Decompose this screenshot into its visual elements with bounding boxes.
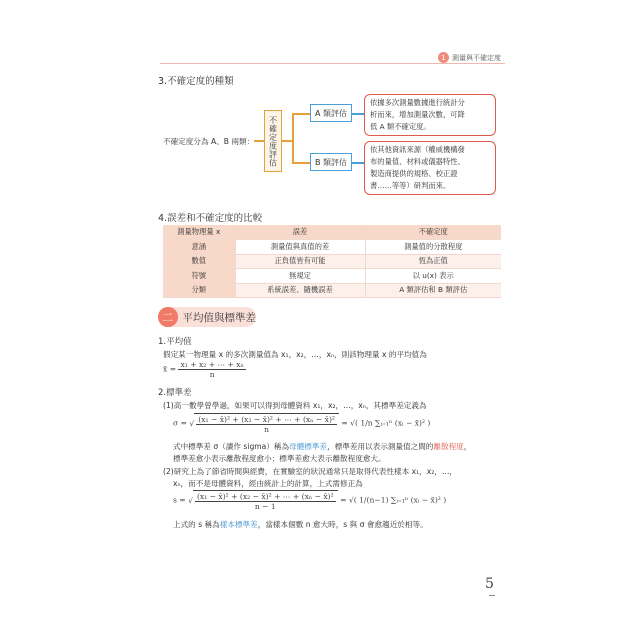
chapter-number-badge: 1 — [438, 52, 449, 63]
std-para2-line3: 上式的 s 稱為樣本標準差，當樣本個數 n 愈大時，s 與 σ 會愈趨近於相等。 — [173, 520, 428, 529]
std-para1-line1: (1)高一數學曾學過，如果可以得到母體資料 x₁，x₂，…，xₙ，其標準差定義為 — [163, 401, 427, 410]
table-header-cell: 測量物理量 x — [163, 225, 235, 240]
table-header-cell: 不確定度 — [365, 225, 501, 240]
term-dispersion: 離散程度 — [433, 442, 464, 451]
table-row-header: 意涵 — [163, 240, 235, 255]
type-b-description: 依其他資訊來源（權威機構發 布的量值、材料或儀器特性、 製造商提供的規格、校正證 書……等等）研判而來。 — [364, 141, 496, 195]
table-cell: 測量值的分散程度 — [365, 240, 501, 255]
table-row-header: 分類 — [163, 283, 235, 298]
connector — [292, 113, 294, 163]
connector — [352, 113, 364, 115]
connector — [282, 140, 292, 142]
chapter-title: 測量與不確定度 — [452, 53, 501, 62]
type-a-box: A 類評估 — [310, 104, 352, 122]
section-title: 平均值與標準差 — [182, 311, 256, 324]
chapter-tag — [438, 52, 501, 63]
table-cell: 正負值皆有可能 — [235, 254, 365, 269]
heading-mean: 1.平均值 — [158, 337, 192, 347]
term-sample-std: 樣本標準差 — [219, 520, 258, 529]
table-row — [163, 240, 501, 255]
std-para1-line3: 標準差愈小表示離散程度愈小；標準差愈大表示離散程度愈大。 — [173, 454, 386, 463]
uncertainty-evaluation-box: 不確定度評估 — [264, 110, 282, 172]
heading-std: 2.標準差 — [158, 388, 192, 398]
connector — [292, 162, 310, 164]
std-para1-line2: 式中標準差 σ（讀作 sigma）稱為母體標準差，標準差用以表示測量值之間的離散程度， — [173, 442, 472, 451]
table-cell: 無規定 — [235, 269, 365, 284]
table-cell: 系統誤差、隨機誤差 — [235, 283, 365, 298]
term-population-std: 母體標準差 — [289, 442, 328, 451]
mean-text: 假定某一物理量 x 的多次測量值為 x₁，x₂，…，xₙ，則該物理量 x 的平均值為 — [163, 350, 427, 359]
heading-error-vs-uncertainty: 4.誤差和不確定度的比較 — [158, 213, 263, 224]
table-cell: 測量值與真值的差 — [235, 240, 365, 255]
table-row — [163, 254, 501, 269]
uncertainty-intro: 不確定度分為 A、B 兩類： — [163, 137, 255, 146]
table-cell: 以 u(x) 表示 — [365, 269, 501, 284]
table-row — [163, 283, 501, 298]
type-a-description: 依據多次測量數據進行統計分 析而來，增加測量次數，可降 低 A 類不確定度。 — [364, 94, 496, 136]
sample-std-formula: s = √ $\frac{\text{(x₁ − x̄)² + (x₂ − x̄)² + ⋯ + (xₙ − x̄)²}}{n - 1}$ = √( 1/(n−1) ∑ᵢ₌₁ⁿ (xᵢ − x̄)² ) — [173, 492, 447, 511]
comparison-table — [163, 225, 501, 298]
type-b-box: B 類評估 — [310, 153, 352, 171]
table-cell: 恆為正值 — [365, 254, 501, 269]
std-para2-line1: (2)研究上為了節省時間與經費，在實驗室的狀況通常只是取得代表性樣本 x₁，x₂，…， — [163, 467, 458, 476]
section-banner — [158, 307, 256, 327]
connector — [254, 140, 264, 142]
population-std-formula: σ = √ $\frac{\text{(x₁ − x̄)² + (x₂ − x̄)² + ⋯ + (xₙ − x̄)²}}{n}$ = √( 1/n ∑ᵢ₌₁ⁿ (xᵢ − x̄)² ) — [173, 415, 431, 434]
header-rule — [160, 63, 505, 64]
table-cell: A 類評估和 B 類評估 — [365, 283, 501, 298]
table-header-cell: 誤差 — [235, 225, 365, 240]
connector — [292, 113, 310, 115]
std-para2-line2: xₙ，而不是母體資料，經由統計上的計算，上式需修正為 — [173, 479, 363, 488]
table-row-header: 符號 — [163, 269, 235, 284]
page-number: 5 — [485, 576, 494, 592]
heading-uncertainty-types: 3.不確定度的種類 — [158, 76, 234, 87]
mean-formula: x̄ = $\frac{\text{x₁ + x₂ + ⋯ + xₙ}}{n}$ — [163, 360, 244, 379]
connector — [352, 162, 364, 164]
table-row-header: 數值 — [163, 254, 235, 269]
table-row — [163, 269, 501, 284]
section-number-badge: 二 — [158, 307, 178, 327]
page-number-rule — [489, 595, 495, 596]
table-header-row — [163, 225, 501, 240]
